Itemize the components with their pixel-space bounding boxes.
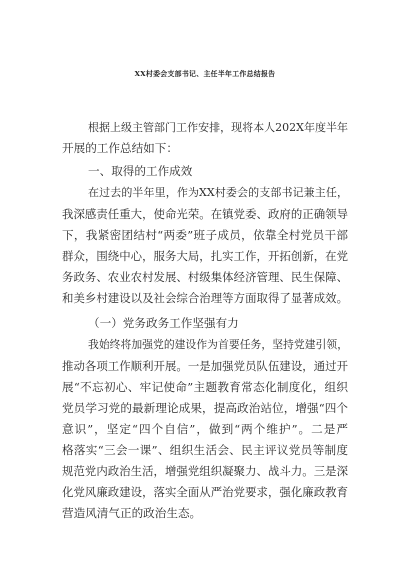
para2-line-8: 化党风廉政建设，落实全面从严治党要求，强化廉政教育: [62, 485, 348, 499]
para2-line-7: 规范党内政治生活，增强党组织凝聚力、战斗力。三是深: [62, 464, 348, 478]
document-title: XX村委会支部书记、主任半年工作总结报告: [134, 70, 276, 78]
intro-line-1: 根据上级主管部门工作安排，现将本人202X年度半年: [88, 121, 348, 134]
para2-line-6: 格落实“三会一课”、组织生活会、民主评议党员等制度: [62, 443, 348, 457]
para1-line-2: 我深感责任重大，使命光荣。在镇党委、政府的正确领导: [62, 207, 348, 221]
subsection-heading-party-affairs: （一）党务政务工作坚强有力: [88, 316, 239, 330]
para1-line-6: 和美乡村建设以及社会综合治理等方面取得了显著成效。: [62, 291, 348, 305]
section-heading-achievements: 一、取得的工作成效: [88, 164, 193, 178]
para2-line-9: 营造风清气正的政治生态。: [62, 506, 202, 520]
para1-line-3: 下，我紧密团结村“两委”班子成员，依靠全村党员干部: [62, 228, 348, 242]
para2-line-3: 展“不忘初心、牢记使命”主题教育常态化制度化，组织: [62, 380, 348, 394]
para2-line-2: 推动各项工作顺利开展。一是加强党员队伍建设，通过开: [62, 359, 348, 373]
para1-line-4: 群众，围绕中心，服务大局，扎实工作，开拓创新，在党: [62, 249, 348, 263]
para2-line-4: 党员学习党的最新理论成果，提高政治站位，增强“四个: [62, 401, 348, 415]
para1-line-1: 在过去的半年里，作为XX村委会的支部书记兼主任，: [88, 186, 348, 199]
intro-line-2: 开展的工作总结如下：: [62, 141, 178, 155]
para1-line-5: 务政务、农业农村发展、村级集体经济管理、民生保障、: [62, 270, 348, 284]
para2-line-5: 意识”，坚定“四个自信”，做到“两个维护”。二是严: [62, 422, 348, 436]
para2-line-1: 我始终将加强党的建设作为首要任务，坚持党建引领，: [88, 338, 348, 351]
